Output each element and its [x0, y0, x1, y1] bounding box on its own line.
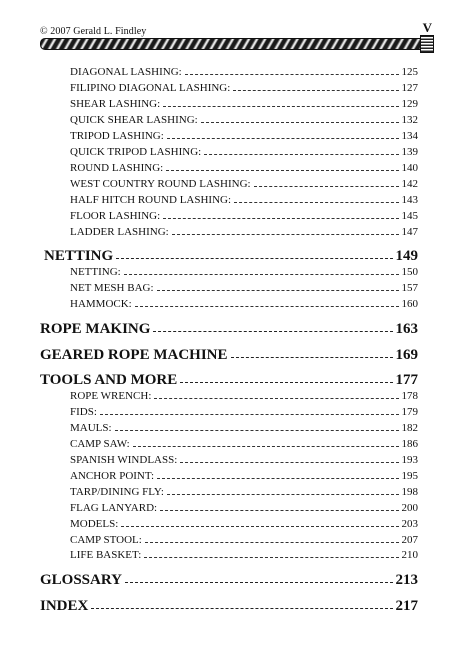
dot-leader: [185, 74, 399, 75]
toc-entry[interactable]: [70, 389, 418, 403]
toc-entry-page: 134: [401, 130, 418, 142]
toc-entry-page: 178: [401, 390, 418, 402]
dot-leader: [144, 557, 398, 558]
dot-leader: [135, 306, 399, 307]
toc-entry-page: 179: [401, 406, 418, 418]
dot-leader: [167, 138, 399, 139]
dot-leader: [167, 494, 399, 495]
toc-entry-page: 203: [401, 518, 418, 530]
copyright-text: © 2007 Gerald L. Findley: [40, 26, 147, 37]
dot-leader: [234, 202, 398, 203]
dot-leader: [154, 398, 398, 399]
page-number: V: [422, 20, 432, 35]
toc-entry-label: ANCHOR POINT:: [70, 470, 155, 482]
toc-entry-page: 207: [401, 534, 418, 546]
toc-section-label: NETTING: [44, 248, 114, 264]
toc-section-label: ROPE MAKING: [40, 321, 151, 337]
toc-entry[interactable]: [70, 437, 418, 451]
page-header: [40, 20, 432, 56]
toc-entry-label: SPANISH WINDLASS:: [70, 454, 178, 466]
toc-entry-page: 125: [401, 66, 418, 78]
toc-entry-page: 150: [401, 266, 418, 278]
toc-entry[interactable]: [70, 113, 418, 127]
toc-entry-page: 143: [401, 194, 418, 206]
toc-entry-label: TARP/DINING FLY:: [70, 486, 164, 498]
toc-entry[interactable]: [70, 501, 418, 515]
toc-section-heading[interactable]: [40, 570, 418, 590]
toc-entry-page: 200: [401, 502, 418, 514]
dot-leader: [204, 154, 398, 155]
toc-entry-page: 157: [401, 282, 418, 294]
dot-leader: [116, 258, 392, 259]
toc-entry-page: 198: [401, 486, 418, 498]
toc-entry-label: LIFE BASKET:: [70, 549, 142, 561]
toc-entry-page: 186: [401, 438, 418, 450]
dot-leader: [145, 542, 399, 543]
rope-divider-graphic: [40, 38, 428, 50]
dot-leader: [153, 331, 392, 332]
dot-leader: [115, 430, 399, 431]
toc-section-heading[interactable]: [40, 596, 418, 616]
toc-section-heading[interactable]: [44, 246, 418, 266]
toc-entry[interactable]: [70, 469, 418, 483]
dot-leader: [231, 357, 393, 358]
toc-entry[interactable]: [70, 421, 418, 435]
toc-entry-label: CAMP SAW:: [70, 438, 130, 450]
toc-entry[interactable]: [70, 297, 418, 311]
dot-leader: [180, 462, 398, 463]
toc-entry[interactable]: [70, 225, 418, 239]
toc-entry-page: 147: [401, 226, 418, 238]
toc-section-page: 163: [395, 321, 418, 337]
toc-entry-label: NETTING:: [70, 266, 121, 278]
toc-entry[interactable]: [70, 161, 418, 175]
toc-entry[interactable]: [70, 281, 418, 295]
toc-entry-label: SHEAR LASHING:: [70, 98, 161, 110]
toc-section-label: INDEX: [40, 598, 89, 614]
rope-whipping-graphic: [420, 35, 434, 53]
toc-entry-label: HAMMOCK:: [70, 298, 132, 310]
toc-section-page: 169: [395, 347, 418, 363]
dot-leader: [125, 582, 393, 583]
toc-entry-label: MODELS:: [70, 518, 119, 530]
toc-section-page: 217: [395, 598, 418, 614]
toc-entry-page: 195: [401, 470, 418, 482]
toc-entry[interactable]: [70, 485, 418, 499]
toc-entry-label: QUICK SHEAR LASHING:: [70, 114, 198, 126]
dot-leader: [166, 170, 398, 171]
toc-section-page: 149: [395, 248, 418, 264]
dot-leader: [91, 608, 392, 609]
toc-entry-label: DIAGONAL LASHING:: [70, 66, 182, 78]
dot-leader: [133, 446, 399, 447]
toc-entry-label: HALF HITCH ROUND LASHING:: [70, 194, 232, 206]
toc-section-page: 177: [395, 372, 418, 388]
toc-entry-label: NET MESH BAG:: [70, 282, 154, 294]
toc-entry[interactable]: [70, 65, 418, 79]
toc-entry-label: QUICK TRIPOD LASHING:: [70, 146, 202, 158]
dot-leader: [163, 218, 398, 219]
toc-entry-label: ROPE WRENCH:: [70, 390, 152, 402]
toc-entry[interactable]: [70, 265, 418, 279]
toc-section-label: GLOSSARY: [40, 572, 122, 588]
toc-section-heading[interactable]: [40, 319, 418, 339]
toc-entry-page: 145: [401, 210, 418, 222]
toc-section-label: TOOLS AND MORE: [40, 372, 178, 388]
dot-leader: [160, 510, 398, 511]
dot-leader: [157, 290, 399, 291]
toc-entry[interactable]: [70, 129, 418, 143]
dot-leader: [100, 414, 399, 415]
toc-entry-label: ROUND LASHING:: [70, 162, 164, 174]
dot-leader: [124, 274, 399, 275]
toc-entry-label: MAULS:: [70, 422, 112, 434]
toc-entry-page: 210: [401, 549, 418, 561]
toc-entry-label: LADDER LASHING:: [70, 226, 169, 238]
toc-entry-page: 160: [401, 298, 418, 310]
dot-leader: [172, 234, 399, 235]
dot-leader: [201, 122, 399, 123]
dot-leader: [254, 186, 399, 187]
toc-entry[interactable]: [70, 533, 418, 547]
dot-leader: [180, 382, 392, 383]
dot-leader: [163, 106, 398, 107]
toc-entry[interactable]: [70, 517, 418, 531]
toc-entry-page: 139: [401, 146, 418, 158]
toc-entry-label: TRIPOD LASHING:: [70, 130, 164, 142]
toc-section-heading[interactable]: [40, 370, 418, 390]
toc-entry[interactable]: [70, 81, 418, 95]
toc-entry-page: 142: [401, 178, 418, 190]
toc-entry-label: FLAG LANYARD:: [70, 502, 158, 514]
toc-entry[interactable]: [70, 548, 418, 562]
toc-entry-page: 132: [401, 114, 418, 126]
toc-entry-label: FIDS:: [70, 406, 97, 418]
toc-entry-page: 129: [401, 98, 418, 110]
toc-entry-page: 182: [401, 422, 418, 434]
toc-entry-page: 140: [401, 162, 418, 174]
toc-entry[interactable]: [70, 145, 418, 159]
dot-leader: [121, 526, 398, 527]
toc-entry-page: 193: [401, 454, 418, 466]
toc-entry-label: WEST COUNTRY ROUND LASHING:: [70, 178, 251, 190]
toc-entry-label: CAMP STOOL:: [70, 534, 142, 546]
toc-entry[interactable]: [70, 97, 418, 111]
dot-leader: [157, 478, 398, 479]
toc-entry-label: FLOOR LASHING:: [70, 210, 161, 222]
toc-entry[interactable]: [70, 405, 418, 419]
toc-entry[interactable]: [70, 177, 418, 191]
toc-entry[interactable]: [70, 453, 418, 467]
toc-section-page: 213: [395, 572, 418, 588]
toc-section-heading[interactable]: [40, 345, 418, 365]
toc-entry[interactable]: [70, 193, 418, 207]
dot-leader: [233, 90, 398, 91]
toc-entry-page: 127: [401, 82, 418, 94]
toc-entry-label: FILIPINO DIAGONAL LASHING:: [70, 82, 231, 94]
toc-section-label: GEARED ROPE MACHINE: [40, 347, 228, 363]
toc-entry[interactable]: [70, 209, 418, 223]
